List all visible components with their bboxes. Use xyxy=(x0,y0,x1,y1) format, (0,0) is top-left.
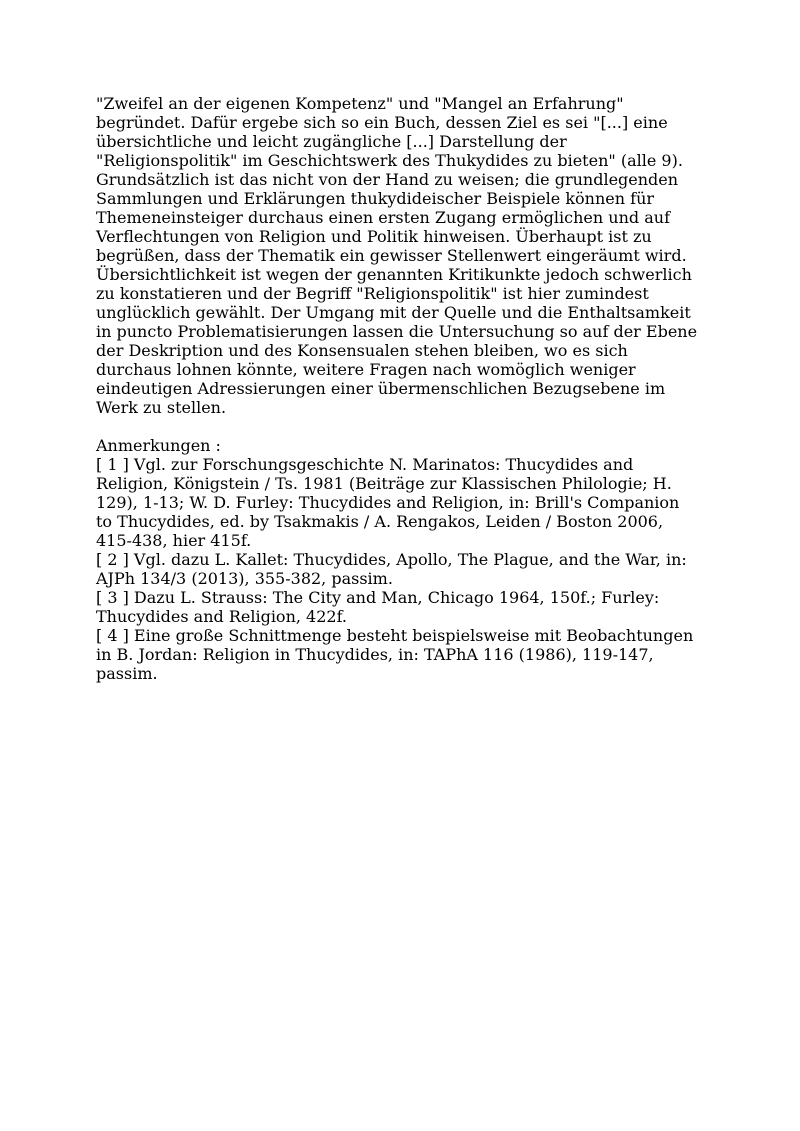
footnote-line: 129), 1-13; W. D. Furley: Thucydides and Religion, in: Brill's Companion xyxy=(96,493,680,512)
body-line: zu konstatieren und der Begriff "Religionspolitik" ist hier zumindest xyxy=(96,284,649,303)
footnote-line: [ 3 ] Dazu L. Strauss: The City and Man, Chicago 1964, 150f.; Furley: xyxy=(96,588,660,607)
body-line: in puncto Problematisierungen lassen die Untersuchung so auf der Ebene xyxy=(96,322,698,341)
footnote-line: to Thucydides, ed. by Tsakmakis / A. Rengakos, Leiden / Boston 2006, xyxy=(96,512,664,531)
body-line: "Religionspolitik" im Geschichtswerk des Thukydides zu bieten" (alle 9). xyxy=(96,151,683,170)
footnote-line: passim. xyxy=(96,664,158,683)
notes-section xyxy=(96,436,716,683)
notes-heading: Anmerkungen : xyxy=(96,436,221,455)
body-line: eindeutigen Adressierungen einer übermenschlichen Bezugsebene im xyxy=(96,379,666,398)
body-line: übersichtliche und leicht zugängliche [...] Darstellung der xyxy=(96,132,567,151)
footnote-line: Thucydides and Religion, 422f. xyxy=(96,607,348,626)
footnote-line: [ 1 ] Vgl. zur Forschungsgeschichte N. Marinatos: Thucydides and xyxy=(96,455,634,474)
body-line: Übersichtlichkeit ist wegen der genannten Kritikunkte jedoch schwerlich xyxy=(96,265,692,284)
body-line: begründet. Dafür ergebe sich so ein Buch, dessen Ziel es sei "[...] eine xyxy=(96,113,668,132)
document-text xyxy=(96,94,716,683)
footnote-line: [ 2 ] Vgl. dazu L. Kallet: Thucydides, Apollo, The Plague, and the War, in: xyxy=(96,550,687,569)
body-paragraph xyxy=(96,94,716,417)
footnote-line: [ 4 ] Eine große Schnittmenge besteht beispielsweise mit Beobachtungen xyxy=(96,626,694,645)
body-line: unglücklich gewählt. Der Umgang mit der Quelle und die Enthaltsamkeit xyxy=(96,303,691,322)
footnote-line: 415-438, hier 415f. xyxy=(96,531,252,550)
footnote-line: AJPh 134/3 (2013), 355-382, passim. xyxy=(96,569,393,588)
body-line: Sammlungen und Erklärungen thukydideischer Beispiele können für xyxy=(96,189,655,208)
body-line: durchaus lohnen könnte, weitere Fragen nach womöglich weniger xyxy=(96,360,636,379)
body-line: der Deskription und des Konsensualen stehen bleiben, wo es sich xyxy=(96,341,628,360)
body-line: Verflechtungen von Religion und Politik hinweisen. Überhaupt ist zu xyxy=(96,227,652,246)
body-line: Werk zu stellen. xyxy=(96,398,227,417)
footnote-line: Religion, Königstein / Ts. 1981 (Beiträge zur Klassischen Philologie; H. xyxy=(96,474,672,493)
body-line: begrüßen, dass der Thematik ein gewisser Stellenwert eingeräumt wird. xyxy=(96,246,687,265)
body-line: Themeneinsteiger durchaus einen ersten Zugang ermöglichen und auf xyxy=(96,208,670,227)
paragraph-spacer xyxy=(96,417,716,436)
body-line: Grundsätzlich ist das nicht von der Hand zu weisen; die grundlegenden xyxy=(96,170,679,189)
footnote-line: in B. Jordan: Religion in Thucydides, in: TAPhA 116 (1986), 119-147, xyxy=(96,645,654,664)
body-line: "Zweifel an der eigenen Kompetenz" und "Mangel an Erfahrung" xyxy=(96,94,624,113)
